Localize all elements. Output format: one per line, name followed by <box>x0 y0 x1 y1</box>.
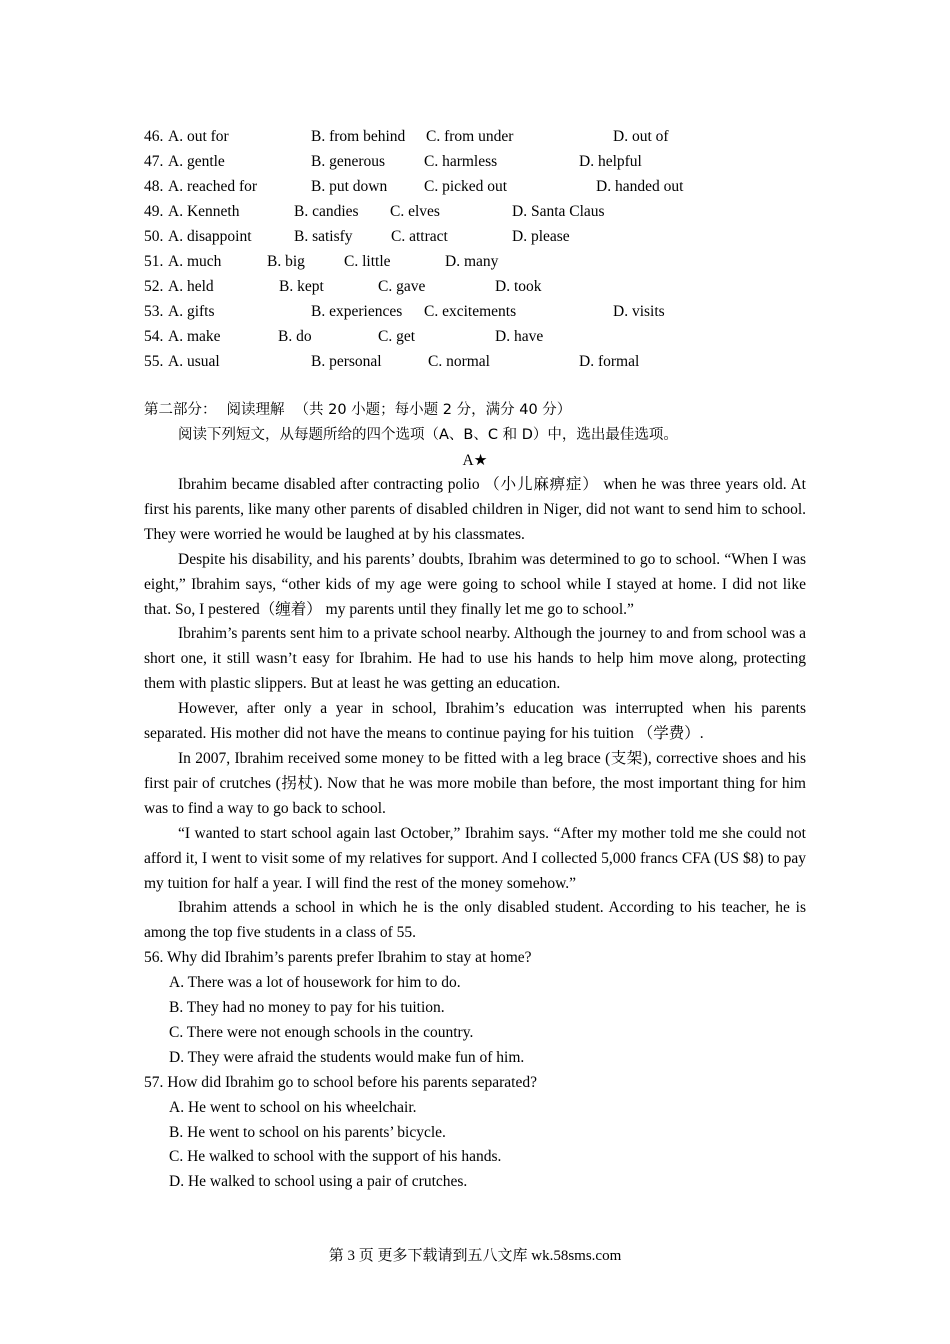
question-stem: 57. How did Ibrahim go to school before his parents separated? <box>144 1073 537 1091</box>
option-d: D. formal <box>579 353 640 370</box>
exam-page <box>144 124 806 1195</box>
answer-choice: C. There were not enough schools in the country. <box>169 1023 474 1041</box>
cloze-option-row <box>144 199 806 224</box>
answer-choice: C. He walked to school with the support of his hands. <box>169 1148 502 1166</box>
passage-paragraph: “I wanted to start school again last October,” Ibrahim says. “After my mother told me she could not afford it, I went to visit some of my relatives for support. And I collected 5,000 francs CFA (US $8) to pay my tuition for half a year. I will find the rest of the money somehow.” <box>144 824 806 892</box>
option-a: A. out for <box>168 128 229 145</box>
cloze-options-list <box>144 124 806 374</box>
option-b: B. experiences <box>311 303 403 320</box>
question-number: 54. <box>144 328 164 345</box>
option-a: A. usual <box>168 353 220 370</box>
question-number: 48. <box>144 178 164 195</box>
answer-choice: B. He went to school on his parents’ bicycle. <box>169 1123 446 1141</box>
option-d: D. out of <box>613 128 669 145</box>
option-c: C. picked out <box>424 178 508 195</box>
question-list <box>144 946 806 1195</box>
cloze-option-row <box>144 149 806 174</box>
cloze-option-row <box>144 124 806 149</box>
option-d: D. took <box>495 278 542 295</box>
page-footer: 第 3 页 更多下载请到五八文库 wk.58sms.com <box>328 1248 622 1264</box>
option-c: C. elves <box>390 203 440 220</box>
option-b: B. personal <box>311 353 382 370</box>
passage-title: A★ <box>462 452 488 469</box>
answer-choice: B. They had no money to pay for his tuition. <box>169 999 445 1017</box>
question-number: 52. <box>144 278 164 295</box>
passage-paragraph: Ibrahim became disabled after contracting polio （小儿麻痹症） when he was three years old. At first his parents, like many other parents of disabled children in Niger, did not want to send him to school. They were worried he would be laughed at by his classmates. <box>144 476 806 543</box>
option-c: C. get <box>378 328 416 345</box>
option-b: B. generous <box>311 153 386 170</box>
option-c: C. attract <box>391 228 448 245</box>
section-name: 阅读理解 <box>226 402 285 418</box>
cloze-option-row <box>144 349 806 374</box>
option-c: C. from under <box>426 128 514 145</box>
passage-body <box>144 473 806 946</box>
passage-paragraph: Ibrahim’s parents sent him to a private school nearby. Although the journey to and from school was a short one, it still wasn’t easy for Ibrahim. He had to use his hands to help him move along, protecting them with plastic slippers. But at least he was getting an education. <box>144 625 806 693</box>
section-label: 第二部分： <box>144 402 217 418</box>
option-b: B. candies <box>294 203 359 220</box>
cloze-option-row <box>144 224 806 249</box>
question-number: 49. <box>144 203 164 220</box>
answer-choice: D. They were afraid the students would make fun of him. <box>169 1048 525 1066</box>
option-a: A. gentle <box>168 153 225 170</box>
option-c: C. normal <box>428 353 490 370</box>
option-b: B. satisfy <box>294 228 353 245</box>
passage-paragraph: In 2007, Ibrahim received some money to be fitted with a leg brace (支架), corrective shoes and his first pair of crutches (拐杖). Now that he was more mobile than before, the most important thing for him was to find a way to go back to school. <box>144 749 806 817</box>
option-a: A. disappoint <box>168 228 252 245</box>
option-c: C. excitements <box>424 303 517 320</box>
option-a: A. Kenneth <box>168 203 240 220</box>
section-instruction: 阅读下列短文，从每题所给的四个选项（A、B、C 和 D）中，选出最佳选项。 <box>178 427 678 443</box>
question-number: 46. <box>144 128 164 145</box>
option-a: A. reached for <box>168 178 258 195</box>
question-number: 51. <box>144 253 164 270</box>
option-b: B. put down <box>311 178 388 195</box>
cloze-option-row <box>144 299 806 324</box>
question-number: 53. <box>144 303 164 320</box>
option-a: A. much <box>168 253 222 270</box>
option-a: A. make <box>168 328 221 345</box>
option-b: B. from behind <box>311 128 406 145</box>
cloze-option-row <box>144 174 806 199</box>
question-stem: 56. Why did Ibrahim’s parents prefer Ibrahim to stay at home? <box>144 949 532 967</box>
cloze-option-row <box>144 274 806 299</box>
option-d: D. have <box>495 328 544 345</box>
section-heading <box>144 398 806 423</box>
question-number: 47. <box>144 153 164 170</box>
option-d: D. Santa Claus <box>512 203 605 220</box>
answer-choice: D. He walked to school using a pair of crutches. <box>169 1173 468 1191</box>
question-number: 55. <box>144 353 164 370</box>
option-b: B. big <box>267 253 305 270</box>
option-c: C. gave <box>378 278 426 295</box>
option-b: B. do <box>278 328 312 345</box>
option-c: C. little <box>344 253 391 270</box>
option-d: D. helpful <box>579 153 642 170</box>
passage-paragraph: However, after only a year in school, Ibrahim’s education was interrupted when his parents separated. His mother did not have the means to continue paying for his tuition （学费）. <box>144 700 806 743</box>
answer-choice: A. He went to school on his wheelchair. <box>169 1098 417 1116</box>
option-d: D. please <box>512 228 570 245</box>
passage-paragraph: Despite his disability, and his parents’ doubts, Ibrahim was determined to go to school. “When I was eight,” Ibrahim says, “other kids of my age were going to school while I stayed at home. I did not like that. So, I pestered（缠着） my parents until they finally let me go to school.” <box>144 550 806 618</box>
option-a: A. gifts <box>168 303 215 320</box>
option-d: D. visits <box>613 303 665 320</box>
question-number: 50. <box>144 228 164 245</box>
cloze-option-row <box>144 249 806 274</box>
answer-choice: A. There was a lot of housework for him to do. <box>169 974 461 992</box>
option-d: D. many <box>445 253 499 270</box>
option-a: A. held <box>168 278 214 295</box>
option-c: C. harmless <box>424 153 498 170</box>
option-b: B. kept <box>279 278 324 295</box>
section-scoring: （共 20 小题；每小题 2 分，满分 40 分） <box>294 402 572 418</box>
passage-paragraph: Ibrahim attends a school in which he is the only disabled student. According to his teacher, he is among the top five students in a class of 55. <box>144 899 806 942</box>
cloze-option-row <box>144 324 806 349</box>
option-d: D. handed out <box>596 178 684 195</box>
